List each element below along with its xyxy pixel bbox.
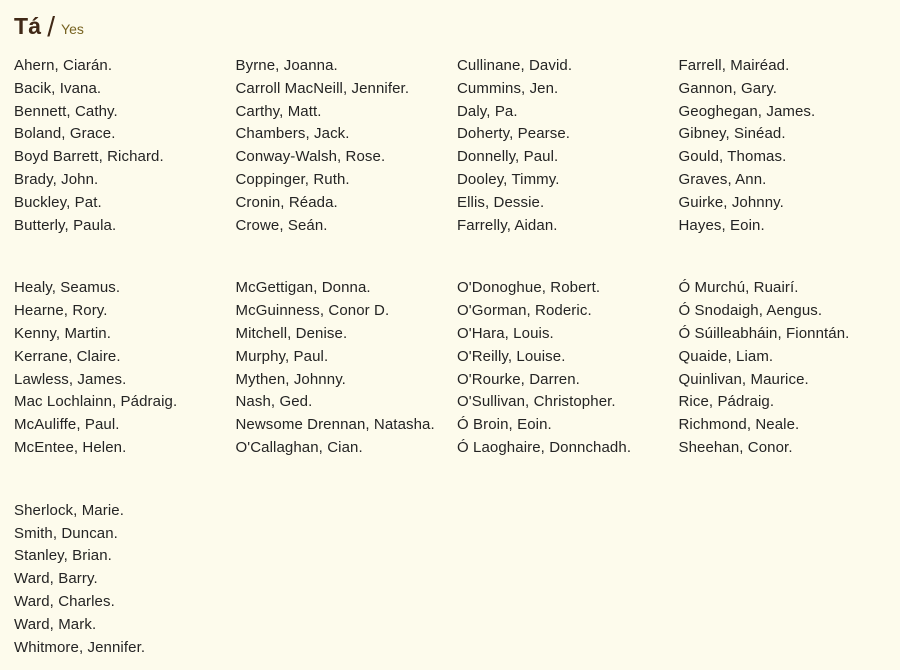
page-title [14,6,900,46]
voter-name: Donnelly, Paul. [457,148,559,166]
voter-name: McGuinness, Conor D. [235,302,390,320]
voter-name: Newsome Drennan, Natasha. [235,416,435,434]
voter-name: Graves, Ann. [678,170,767,188]
vote-column [14,277,236,459]
voter-name: Ward, Mark. [14,615,97,633]
voter-name: Coppinger, Ruth. [235,170,350,188]
vote-group [14,500,900,660]
vote-column [679,55,900,237]
voter-name: Carthy, Matt. [235,102,322,120]
voter-name: Ó Súilleabháin, Fionntán. [678,324,850,342]
voter-name: Murphy, Paul. [235,347,329,365]
voter-name: O'Sullivan, Christopher. [457,393,616,411]
voter-name: Bennett, Cathy. [14,102,118,120]
voter-name: O'Gorman, Roderic. [457,302,592,320]
voter-name: O'Callaghan, Cian. [235,438,363,456]
voter-name: Bacik, Ivana. [14,79,102,97]
voter-name: O'Reilly, Louise. [457,347,566,365]
voter-name: Stanley, Brian. [14,547,112,565]
voter-name: Kenny, Martin. [14,324,111,342]
voter-name: Carroll MacNeill, Jennifer. [235,79,410,97]
vote-group [14,277,900,459]
voter-name: McEntee, Helen. [14,438,127,456]
voter-name: Byrne, Joanna. [235,57,338,74]
voter-name: Smith, Duncan. [14,524,118,542]
voter-name: Chambers, Jack. [235,125,350,143]
voter-name: Ó Laoghaire, Donnchadh. [457,438,632,456]
voter-name: Boland, Grace. [14,125,116,143]
vote-column [236,55,458,237]
voter-name: Gannon, Gary. [678,79,778,97]
vote-column [236,500,458,660]
vote-column [679,500,900,660]
voter-name: Richmond, Neale. [678,416,800,434]
voter-name: Dooley, Timmy. [457,170,560,188]
vote-group [14,55,900,237]
voter-name: Rice, Pádraig. [678,393,775,411]
voter-name: Gibney, Sinéad. [678,125,786,143]
voter-name: Kerrane, Claire. [14,347,121,365]
voter-name: Ward, Barry. [14,570,98,588]
voter-name: O'Donoghue, Robert. [457,279,601,297]
voter-name: McAuliffe, Paul. [14,416,120,434]
voter-name: Cronin, Réada. [235,193,338,211]
vote-groups [14,55,900,659]
voter-name: McGettigan, Donna. [235,279,371,297]
voter-name: Hearne, Rory. [14,302,108,320]
voter-name: Guirke, Johnny. [678,193,784,211]
vote-column [14,55,236,237]
title-slash: / [47,11,56,42]
voter-name: Nash, Ged. [235,393,313,411]
voter-name: Sherlock, Marie. [14,501,124,519]
voter-name: Farrelly, Aidan. [457,216,558,234]
title-irish: Tá [14,13,42,39]
voter-name: O'Rourke, Darren. [457,370,580,388]
voter-name: Daly, Pa. [457,102,518,120]
vote-column [457,55,679,237]
voter-name: Butterly, Paula. [14,216,117,234]
voter-name: Gould, Thomas. [678,148,787,166]
voter-name: Doherty, Pearse. [457,125,571,143]
voter-name: Farrell, Mairéad. [678,57,790,74]
voter-name: Ó Broin, Eoin. [457,416,552,434]
voter-name: Lawless, James. [14,370,127,388]
voter-name: Ó Snodaigh, Aengus. [678,302,823,320]
voter-name: Buckley, Pat. [14,193,102,211]
title-english: Yes [61,21,84,37]
voter-name: Mac Lochlainn, Pádraig. [14,393,178,411]
voter-name: Mitchell, Denise. [235,324,348,342]
vote-column [457,500,679,660]
voter-name: Whitmore, Jennifer. [14,638,146,656]
voter-name: Crowe, Seán. [235,216,328,234]
vote-column [14,500,236,660]
voter-name: Conway-Walsh, Rose. [235,148,386,166]
vote-column [679,277,900,459]
voter-name: Cullinane, David. [457,57,573,74]
voter-name: Sheehan, Conor. [678,438,793,456]
voter-name: Ahern, Ciarán. [14,57,113,74]
voter-name: Geoghegan, James. [678,102,816,120]
voter-name: Boyd Barrett, Richard. [14,148,164,166]
voter-name: O'Hara, Louis. [457,324,554,342]
voter-name: Ó Murchú, Ruairí. [678,279,799,297]
voter-name: Healy, Seamus. [14,279,121,297]
voter-name: Mythen, Johnny. [235,370,346,388]
voter-name: Ellis, Dessie. [457,193,545,211]
voter-name: Cummins, Jen. [457,79,559,97]
voter-name: Quinlivan, Maurice. [678,370,809,388]
voter-name: Quaide, Liam. [678,347,774,365]
voter-name: Brady, John. [14,170,99,188]
voter-name: Ward, Charles. [14,592,115,610]
voter-name: Hayes, Eoin. [678,216,765,234]
vote-column [236,277,458,459]
vote-column [457,277,679,459]
